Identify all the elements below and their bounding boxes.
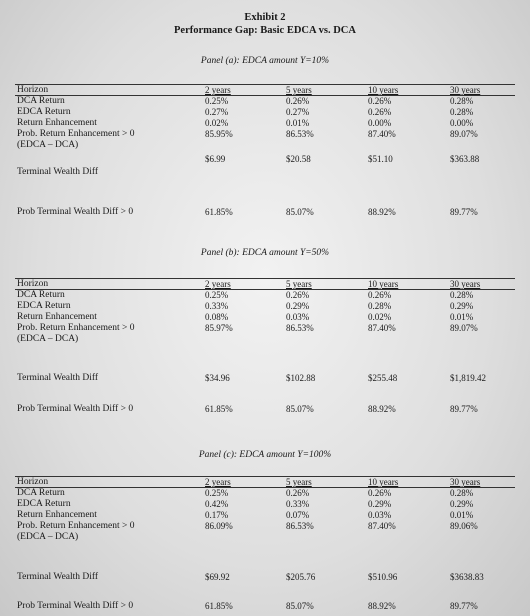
table-cell: 89.06%	[450, 521, 478, 531]
prob-return-enhancement-sublabel: (EDCA – DCA)	[17, 334, 79, 344]
table-cell: 0.01%	[450, 510, 474, 520]
table-cell: 85.07%	[286, 601, 314, 611]
table-cell: $363.88	[450, 154, 480, 164]
table-cell: 0.27%	[286, 107, 310, 117]
exhibit-label: Exhibit 2	[244, 12, 286, 23]
terminal-wealth-diff-label: Terminal Wealth Diff	[17, 373, 99, 383]
table-cell: 0.07%	[286, 510, 310, 520]
horizon-label: Horizon	[17, 85, 49, 95]
panel-b-header-rule	[15, 289, 515, 290]
table-cell: 0.29%	[450, 499, 474, 509]
table-cell: 89.07%	[450, 323, 478, 333]
table-cell: 86.53%	[286, 129, 314, 139]
horizon-2y: 2 years	[205, 477, 231, 487]
table-cell: 0.26%	[286, 290, 310, 300]
table-cell: 0.01%	[286, 118, 310, 128]
table-cell: $510.96	[368, 572, 398, 582]
table-cell: 86.09%	[205, 521, 233, 531]
table-cell: 0.28%	[450, 96, 474, 106]
table-cell: 0.33%	[286, 499, 310, 509]
prob-return-enhancement-label: Prob. Return Enhancement > 0	[17, 323, 135, 333]
return-enhancement-label: Return Enhancement	[17, 510, 97, 520]
table-cell: 0.00%	[450, 118, 474, 128]
table-cell: $51.10	[368, 154, 393, 164]
table-cell: 86.53%	[286, 521, 314, 531]
table-cell: 89.77%	[450, 404, 478, 414]
return-enhancement-label: Return Enhancement	[17, 312, 97, 322]
table-cell: 0.29%	[368, 499, 392, 509]
table-cell: 0.26%	[368, 107, 392, 117]
panel-a-top-rule	[15, 84, 515, 85]
edca-return-label: EDCA Return	[17, 301, 71, 311]
horizon-30y: 30 years	[450, 85, 481, 95]
horizon-label: Horizon	[17, 477, 49, 487]
table-cell: $1,819.42	[450, 373, 486, 383]
panel-c-title: Panel (c): EDCA amount Y=100%	[198, 450, 332, 460]
prob-terminal-wealth-diff-label: Prob Terminal Wealth Diff > 0	[17, 404, 134, 414]
table-cell: $69.92	[205, 572, 230, 582]
table-cell: 61.85%	[205, 601, 233, 611]
table-cell: 85.07%	[286, 404, 314, 414]
dca-return-label: DCA Return	[17, 290, 65, 300]
horizon-5y: 5 years	[286, 85, 312, 95]
panel-a-header-rule	[15, 95, 515, 96]
prob-return-enhancement-sublabel: (EDCA – DCA)	[17, 532, 79, 542]
table-cell: 0.02%	[368, 312, 392, 322]
table-cell: 61.85%	[205, 404, 233, 414]
horizon-30y: 30 years	[450, 477, 481, 487]
panel-a-title: Panel (a): EDCA amount Y=10%	[200, 56, 330, 66]
table-cell: 0.29%	[450, 301, 474, 311]
table-cell: 0.26%	[368, 96, 392, 106]
table-cell: 0.01%	[450, 312, 474, 322]
table-cell: 85.95%	[205, 129, 233, 139]
table-cell: 0.03%	[286, 312, 310, 322]
table-cell: 89.77%	[450, 601, 478, 611]
prob-return-enhancement-sublabel: (EDCA – DCA)	[17, 140, 79, 150]
table-cell: 0.00%	[368, 118, 392, 128]
table-cell: 88.92%	[368, 404, 396, 414]
panel-c-top-rule	[15, 476, 515, 477]
table-cell: 0.28%	[450, 488, 474, 498]
horizon-label: Horizon	[17, 279, 49, 289]
table-cell: $6.99	[205, 154, 226, 164]
horizon-10y: 10 years	[368, 279, 399, 289]
horizon-2y: 2 years	[205, 279, 231, 289]
table-cell: 0.27%	[205, 107, 229, 117]
table-cell: 87.40%	[368, 129, 396, 139]
panel-c-header-rule	[15, 487, 515, 488]
horizon-2y: 2 years	[205, 85, 231, 95]
table-cell: $20.58	[286, 154, 311, 164]
table-cell: 0.26%	[368, 290, 392, 300]
table-cell: 88.92%	[368, 207, 396, 217]
table-cell: 61.85%	[205, 207, 233, 217]
terminal-wealth-diff-label: Terminal Wealth Diff	[17, 167, 99, 177]
table-cell: 86.53%	[286, 323, 314, 333]
table-cell: 0.26%	[286, 96, 310, 106]
table-cell: 87.40%	[368, 521, 396, 531]
table-cell: 0.33%	[205, 301, 229, 311]
exhibit-title: Performance Gap: Basic EDCA vs. DCA	[174, 25, 356, 36]
table-cell: $205.76	[286, 572, 316, 582]
table-cell: $3638.83	[450, 572, 484, 582]
horizon-10y: 10 years	[368, 85, 399, 95]
edca-return-label: EDCA Return	[17, 499, 71, 509]
table-cell: 0.26%	[286, 488, 310, 498]
table-cell: 0.29%	[286, 301, 310, 311]
prob-terminal-wealth-diff-label: Prob Terminal Wealth Diff > 0	[17, 601, 134, 611]
table-cell: 0.25%	[205, 488, 229, 498]
horizon-10y: 10 years	[368, 477, 399, 487]
prob-return-enhancement-label: Prob. Return Enhancement > 0	[17, 129, 135, 139]
table-cell: 0.25%	[205, 96, 229, 106]
table-cell: 85.07%	[286, 207, 314, 217]
table-cell: 0.42%	[205, 499, 229, 509]
table-cell: 0.17%	[205, 510, 229, 520]
prob-terminal-wealth-diff-label: Prob Terminal Wealth Diff > 0	[17, 207, 134, 217]
horizon-5y: 5 years	[286, 477, 312, 487]
table-cell: 0.02%	[205, 118, 229, 128]
table-cell: 0.28%	[368, 301, 392, 311]
table-cell: $102.88	[286, 373, 316, 383]
table-cell: 0.26%	[368, 488, 392, 498]
table-cell: 0.28%	[450, 107, 474, 117]
table-cell: $34.96	[205, 373, 230, 383]
table-cell: 89.07%	[450, 129, 478, 139]
horizon-30y: 30 years	[450, 279, 481, 289]
table-cell: 0.28%	[450, 290, 474, 300]
table-cell: 0.08%	[205, 312, 229, 322]
dca-return-label: DCA Return	[17, 96, 65, 106]
table-cell: 0.25%	[205, 290, 229, 300]
prob-return-enhancement-label: Prob. Return Enhancement > 0	[17, 521, 135, 531]
table-cell: 0.03%	[368, 510, 392, 520]
dca-return-label: DCA Return	[17, 488, 65, 498]
edca-return-label: EDCA Return	[17, 107, 71, 117]
panel-b-top-rule	[15, 278, 515, 279]
terminal-wealth-diff-label: Terminal Wealth Diff	[17, 572, 99, 582]
horizon-5y: 5 years	[286, 279, 312, 289]
table-cell: 87.40%	[368, 323, 396, 333]
table-cell: 85.97%	[205, 323, 233, 333]
panel-b-title: Panel (b): EDCA amount Y=50%	[200, 248, 330, 258]
table-cell: 88.92%	[368, 601, 396, 611]
table-cell: 89.77%	[450, 207, 478, 217]
return-enhancement-label: Return Enhancement	[17, 118, 97, 128]
table-cell: $255.48	[368, 373, 398, 383]
